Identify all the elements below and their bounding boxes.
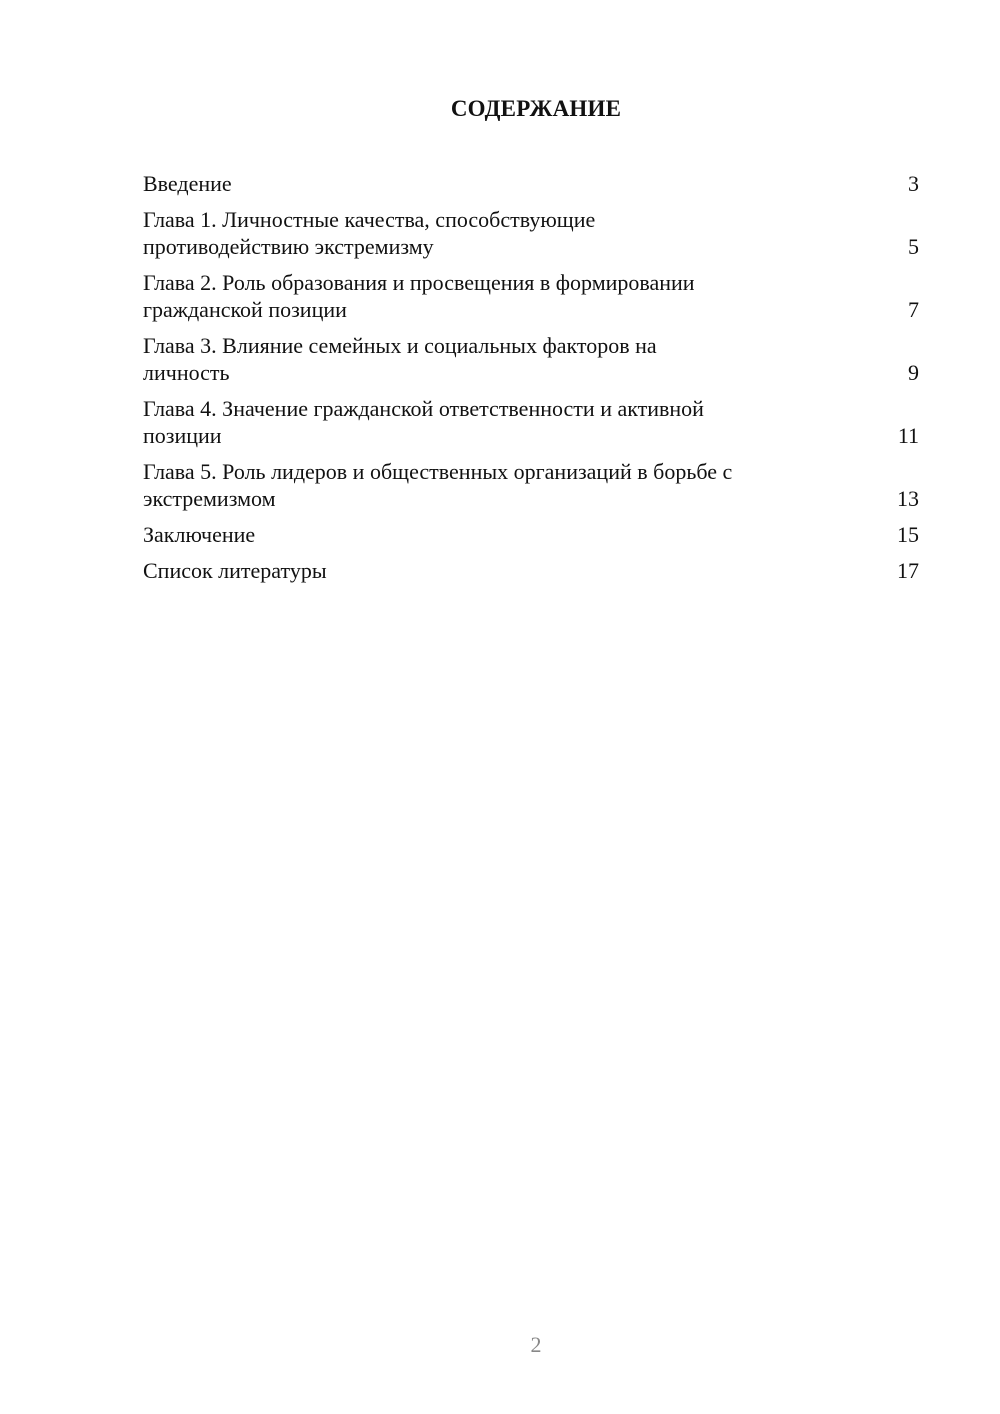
toc-entry-page: 17 bbox=[897, 558, 919, 583]
toc-entry-chapter-2[interactable] bbox=[143, 269, 919, 323]
toc-entry-text bbox=[143, 458, 833, 512]
toc-entry-page: 13 bbox=[897, 486, 919, 511]
toc-entry-text bbox=[143, 521, 833, 548]
toc-entry-page: 15 bbox=[897, 522, 919, 547]
table-of-contents bbox=[143, 170, 919, 593]
toc-entry-page: 3 bbox=[908, 171, 919, 196]
toc-entry-line: личность bbox=[143, 360, 230, 385]
toc-entry-introduction[interactable] bbox=[143, 170, 919, 197]
toc-entry-text bbox=[143, 395, 833, 449]
toc-entry-chapter-5[interactable] bbox=[143, 458, 919, 512]
toc-entry-text bbox=[143, 206, 833, 260]
toc-entry-line: Список литературы bbox=[143, 558, 327, 583]
toc-entry-line: позиции bbox=[143, 423, 222, 448]
toc-entry-line: Заключение bbox=[143, 522, 256, 547]
toc-entry-text bbox=[143, 170, 833, 197]
toc-entry-page: 7 bbox=[908, 297, 919, 322]
toc-entry-line: гражданской позиции bbox=[143, 297, 347, 322]
page-number: 2 bbox=[530, 1332, 542, 1357]
toc-entry-text bbox=[143, 557, 833, 584]
toc-entry-line: Глава 3. Влияние семейных и социальных факторов на bbox=[143, 333, 657, 358]
toc-entry-conclusion[interactable] bbox=[143, 521, 919, 548]
toc-entry-page: 9 bbox=[908, 360, 919, 385]
toc-entry-line: Глава 1. Личностные качества, способствующие bbox=[143, 207, 596, 232]
toc-entry-chapter-1[interactable] bbox=[143, 206, 919, 260]
toc-title: СОДЕРЖАНИЕ bbox=[450, 96, 622, 121]
toc-entry-line: Глава 4. Значение гражданской ответственности и активной bbox=[143, 396, 704, 421]
toc-entry-references[interactable] bbox=[143, 557, 919, 584]
toc-entry-line: Глава 5. Роль лидеров и общественных организаций в борьбе с bbox=[143, 459, 733, 484]
toc-entry-text bbox=[143, 332, 833, 386]
toc-entry-line: экстремизмом bbox=[143, 486, 276, 511]
toc-entry-line: Введение bbox=[143, 171, 232, 196]
toc-entry-line: Глава 2. Роль образования и просвещения в формировании bbox=[143, 270, 695, 295]
toc-entry-page: 11 bbox=[897, 423, 919, 448]
toc-entry-text bbox=[143, 269, 833, 323]
toc-entry-line: противодействию экстремизму bbox=[143, 234, 434, 259]
toc-entry-chapter-4[interactable] bbox=[143, 395, 919, 449]
toc-entry-page: 5 bbox=[908, 234, 919, 259]
toc-entry-chapter-3[interactable] bbox=[143, 332, 919, 386]
